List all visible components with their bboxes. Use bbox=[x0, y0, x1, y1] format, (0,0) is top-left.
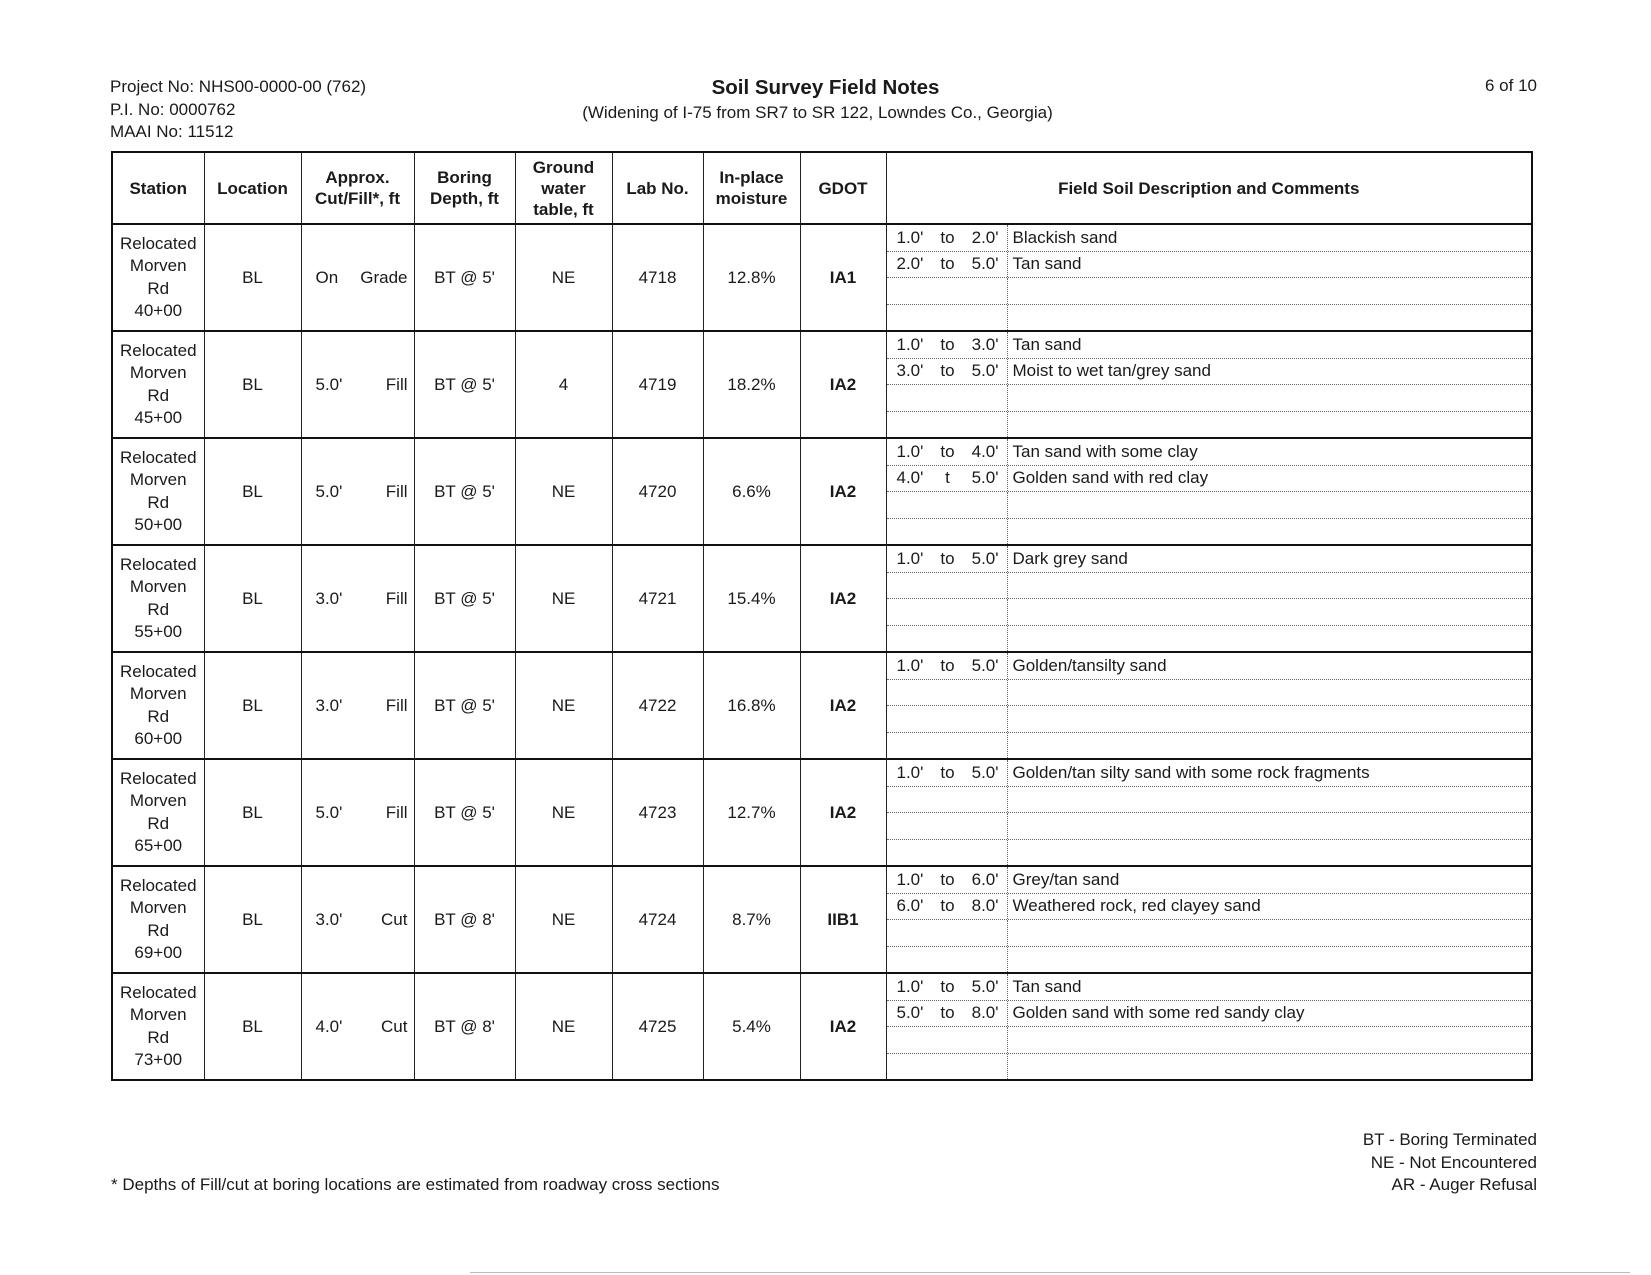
soil-layer bbox=[887, 359, 1532, 386]
depth-range bbox=[887, 787, 1008, 813]
boring-depth-cell: BT @ 5' bbox=[414, 759, 515, 866]
cutfill-cell bbox=[301, 973, 414, 1080]
soil-description: Golden/tansilty sand bbox=[1012, 655, 1167, 675]
cutfill-value: 5.0' bbox=[315, 481, 343, 501]
groundwater-cell: 4 bbox=[515, 331, 612, 438]
depth-to-word: to bbox=[940, 655, 955, 675]
depth-from: 2.0' bbox=[896, 254, 924, 274]
soil-description bbox=[1008, 1027, 1532, 1053]
soil-layer bbox=[887, 947, 1532, 973]
depth-to-word: to bbox=[940, 441, 955, 461]
cutfill-type: Cut bbox=[381, 1016, 408, 1036]
soil-layer bbox=[887, 1001, 1532, 1028]
gdot-class-cell: IA2 bbox=[800, 759, 886, 866]
gdot-class-cell: IA2 bbox=[800, 652, 886, 759]
cutfill-value: On bbox=[315, 267, 339, 287]
soil-description: Moist to wet tan/grey sand bbox=[1012, 361, 1211, 381]
table-row bbox=[112, 438, 1532, 545]
location-cell: BL bbox=[204, 866, 301, 973]
cutfill-type: Cut bbox=[381, 909, 408, 929]
soil-description bbox=[1008, 813, 1532, 839]
depth-range bbox=[887, 359, 1008, 385]
col-header-location: Location bbox=[204, 152, 301, 224]
soil-description: Weathered rock, red clayey sand bbox=[1012, 896, 1261, 916]
depth-to-word: to bbox=[940, 869, 955, 889]
moisture-cell: 15.4% bbox=[703, 545, 800, 652]
depth-to: 5.0' bbox=[971, 361, 999, 381]
table-row bbox=[112, 331, 1532, 438]
col-header-description: Field Soil Description and Comments bbox=[886, 152, 1532, 224]
depth-range bbox=[887, 546, 1008, 572]
depth-from: 1.0' bbox=[896, 869, 924, 889]
gdot-class-cell: IA2 bbox=[800, 973, 886, 1080]
soil-layer bbox=[887, 466, 1532, 493]
soil-layer bbox=[887, 813, 1532, 840]
depth-range bbox=[887, 680, 1008, 706]
depth-to: 5.0' bbox=[971, 254, 999, 274]
soil-description: Grey/tan sand bbox=[1012, 869, 1120, 889]
soil-description: Dark grey sand bbox=[1012, 548, 1128, 568]
soil-description bbox=[1008, 573, 1532, 599]
depth-to-word: to bbox=[940, 896, 955, 916]
cutfill-cell bbox=[301, 866, 414, 973]
soil-layer bbox=[887, 974, 1532, 1001]
depth-range bbox=[887, 920, 1008, 946]
soil-description bbox=[1008, 519, 1532, 545]
moisture-cell: 8.7% bbox=[703, 866, 800, 973]
depth-range bbox=[887, 974, 1008, 1000]
soil-description bbox=[1008, 412, 1532, 438]
soil-layer bbox=[887, 439, 1532, 466]
depth-from: 4.0' bbox=[896, 468, 924, 488]
cutfill-cell bbox=[301, 759, 414, 866]
gdot-class-cell: IA2 bbox=[800, 545, 886, 652]
legend-bt: BT - Boring Terminated bbox=[1362, 1130, 1537, 1149]
depth-from: 1.0' bbox=[896, 655, 924, 675]
depth-to-word: to bbox=[940, 976, 955, 996]
soil-layer bbox=[887, 1027, 1532, 1054]
scan-artifact-line bbox=[470, 1272, 1630, 1273]
depth-from: 6.0' bbox=[896, 896, 924, 916]
cutfill-value: 3.0' bbox=[315, 909, 343, 929]
depth-range bbox=[887, 385, 1008, 411]
moisture-cell: 18.2% bbox=[703, 331, 800, 438]
description-cell bbox=[886, 759, 1532, 866]
col-header-gdot: GDOT bbox=[800, 152, 886, 224]
depth-range bbox=[887, 599, 1008, 625]
soil-layer bbox=[887, 225, 1532, 252]
depth-to-word: to bbox=[940, 254, 955, 274]
gdot-class-cell: IIB1 bbox=[800, 866, 886, 973]
lab-no-cell: 4725 bbox=[612, 973, 703, 1080]
soil-description: Golden sand with red clay bbox=[1012, 468, 1209, 488]
depth-from: 1.0' bbox=[896, 334, 924, 354]
depth-range bbox=[887, 894, 1008, 920]
abbreviation-legend bbox=[1363, 1129, 1537, 1197]
moisture-cell: 16.8% bbox=[703, 652, 800, 759]
groundwater-cell: NE bbox=[515, 973, 612, 1080]
location-cell: BL bbox=[204, 224, 301, 331]
soil-description bbox=[1008, 787, 1532, 813]
depth-range bbox=[887, 225, 1008, 251]
station-cell: Relocated Morven Rd 69+00 bbox=[112, 866, 204, 973]
groundwater-cell: NE bbox=[515, 545, 612, 652]
depth-to-word: to bbox=[940, 548, 955, 568]
legend-ar: AR - Auger Refusal bbox=[1391, 1175, 1537, 1194]
soil-description bbox=[1008, 733, 1532, 759]
soil-layer bbox=[887, 787, 1532, 814]
footnote: * Depths of Fill/cut at boring locations are estimated from roadway cross sections bbox=[111, 1175, 720, 1194]
soil-description: Tan sand bbox=[1012, 976, 1082, 996]
soil-layer bbox=[887, 305, 1532, 331]
groundwater-cell: NE bbox=[515, 866, 612, 973]
description-cell bbox=[886, 652, 1532, 759]
boring-depth-cell: BT @ 5' bbox=[414, 331, 515, 438]
cutfill-type: Fill bbox=[385, 588, 408, 608]
groundwater-cell: NE bbox=[515, 652, 612, 759]
depth-from: 5.0' bbox=[896, 1003, 924, 1023]
col-header-lab-no: Lab No. bbox=[612, 152, 703, 224]
depth-to: 5.0' bbox=[971, 468, 999, 488]
depth-range bbox=[887, 278, 1008, 304]
lab-no-cell: 4724 bbox=[612, 866, 703, 973]
depth-to: 4.0' bbox=[971, 441, 999, 461]
soil-description bbox=[1008, 840, 1532, 866]
depth-range bbox=[887, 519, 1008, 545]
soil-description bbox=[1008, 680, 1532, 706]
col-header-moisture: In-place moisture bbox=[703, 152, 800, 224]
soil-description bbox=[1008, 385, 1532, 411]
soil-description bbox=[1008, 706, 1532, 732]
depth-range bbox=[887, 840, 1008, 866]
lab-no-cell: 4718 bbox=[612, 224, 703, 331]
soil-layer bbox=[887, 760, 1532, 787]
station-cell: Relocated Morven Rd 65+00 bbox=[112, 759, 204, 866]
soil-layer bbox=[887, 599, 1532, 626]
table-header-row bbox=[112, 152, 1532, 224]
soil-layer bbox=[887, 573, 1532, 600]
cutfill-cell bbox=[301, 545, 414, 652]
station-cell: Relocated Morven Rd 40+00 bbox=[112, 224, 204, 331]
boring-depth-cell: BT @ 5' bbox=[414, 652, 515, 759]
depth-range bbox=[887, 1054, 1008, 1080]
depth-range bbox=[887, 626, 1008, 652]
groundwater-cell: NE bbox=[515, 224, 612, 331]
soil-description bbox=[1008, 626, 1532, 652]
location-cell: BL bbox=[204, 438, 301, 545]
location-cell: BL bbox=[204, 331, 301, 438]
soil-layer bbox=[887, 412, 1532, 438]
moisture-cell: 12.7% bbox=[703, 759, 800, 866]
station-cell: Relocated Morven Rd 55+00 bbox=[112, 545, 204, 652]
depth-range bbox=[887, 760, 1008, 786]
depth-to: 5.0' bbox=[971, 762, 999, 782]
lab-no-cell: 4719 bbox=[612, 331, 703, 438]
soil-layer bbox=[887, 867, 1532, 894]
location-cell: BL bbox=[204, 652, 301, 759]
soil-description bbox=[1008, 947, 1532, 973]
depth-range bbox=[887, 492, 1008, 518]
soil-description bbox=[1008, 492, 1532, 518]
soil-survey-table bbox=[111, 151, 1533, 1081]
depth-from: 1.0' bbox=[896, 548, 924, 568]
description-cell bbox=[886, 438, 1532, 545]
groundwater-cell: NE bbox=[515, 759, 612, 866]
description-cell bbox=[886, 331, 1532, 438]
page-title: Soil Survey Field Notes bbox=[711, 76, 940, 99]
depth-range bbox=[887, 252, 1008, 278]
description-cell bbox=[886, 545, 1532, 652]
cutfill-value: 4.0' bbox=[315, 1016, 343, 1036]
boring-depth-cell: BT @ 8' bbox=[414, 973, 515, 1080]
cutfill-cell bbox=[301, 438, 414, 545]
table-row bbox=[112, 652, 1532, 759]
station-cell: Relocated Morven Rd 73+00 bbox=[112, 973, 204, 1080]
soil-description: Tan sand with some clay bbox=[1012, 441, 1198, 461]
boring-depth-cell: BT @ 5' bbox=[414, 438, 515, 545]
pi-number: P.I. No: 0000762 bbox=[110, 99, 236, 119]
depth-to: 6.0' bbox=[971, 869, 999, 889]
cutfill-cell bbox=[301, 224, 414, 331]
depth-range bbox=[887, 412, 1008, 438]
gdot-class-cell: IA1 bbox=[800, 224, 886, 331]
location-cell: BL bbox=[204, 973, 301, 1080]
cutfill-cell bbox=[301, 652, 414, 759]
station-cell: Relocated Morven Rd 45+00 bbox=[112, 331, 204, 438]
maai-number: MAAI No: 11512 bbox=[110, 122, 234, 141]
cutfill-type: Fill bbox=[385, 481, 408, 501]
soil-layer bbox=[887, 840, 1532, 866]
gdot-class-cell: IA2 bbox=[800, 438, 886, 545]
depth-range bbox=[887, 332, 1008, 358]
soil-description: Golden/tan silty sand with some rock fragments bbox=[1012, 762, 1370, 782]
page-subtitle: (Widening of I-75 from SR7 to SR 122, Lowndes Co., Georgia) bbox=[582, 103, 1053, 122]
soil-layer bbox=[887, 626, 1532, 652]
depth-range bbox=[887, 466, 1008, 492]
soil-description: Blackish sand bbox=[1012, 227, 1118, 247]
depth-to-word: to bbox=[940, 227, 955, 247]
cutfill-value: 5.0' bbox=[315, 802, 343, 822]
cutfill-value: 5.0' bbox=[315, 374, 343, 394]
soil-layer bbox=[887, 920, 1532, 947]
legend-ne: NE - Not Encountered bbox=[1370, 1152, 1537, 1172]
lab-no-cell: 4723 bbox=[612, 759, 703, 866]
depth-to: 5.0' bbox=[971, 655, 999, 675]
depth-range bbox=[887, 947, 1008, 973]
moisture-cell: 5.4% bbox=[703, 973, 800, 1080]
depth-to: 2.0' bbox=[971, 227, 999, 247]
page-number: 6 of 10 bbox=[1485, 76, 1537, 95]
soil-layer bbox=[887, 894, 1532, 921]
soil-description bbox=[1008, 305, 1532, 331]
depth-range bbox=[887, 573, 1008, 599]
depth-to: 5.0' bbox=[971, 548, 999, 568]
depth-range bbox=[887, 813, 1008, 839]
description-cell bbox=[886, 866, 1532, 973]
depth-from: 3.0' bbox=[896, 361, 924, 381]
location-cell: BL bbox=[204, 759, 301, 866]
groundwater-cell: NE bbox=[515, 438, 612, 545]
col-header-station: Station bbox=[112, 152, 204, 224]
soil-layer bbox=[887, 733, 1532, 759]
table-row bbox=[112, 866, 1532, 973]
table-row bbox=[112, 759, 1532, 866]
cutfill-cell bbox=[301, 331, 414, 438]
boring-depth-cell: BT @ 5' bbox=[414, 545, 515, 652]
boring-depth-cell: BT @ 8' bbox=[414, 866, 515, 973]
depth-to-word: to bbox=[940, 334, 955, 354]
soil-description bbox=[1008, 1054, 1532, 1080]
lab-no-cell: 4720 bbox=[612, 438, 703, 545]
col-header-cutfill: Approx. Cut/Fill*, ft bbox=[301, 152, 414, 224]
gdot-class-cell: IA2 bbox=[800, 331, 886, 438]
description-cell bbox=[886, 224, 1532, 331]
cutfill-type: Fill bbox=[385, 695, 408, 715]
cutfill-type: Grade bbox=[360, 267, 408, 287]
depth-range bbox=[887, 653, 1008, 679]
cutfill-value: 3.0' bbox=[315, 588, 343, 608]
soil-description bbox=[1008, 920, 1532, 946]
cutfill-type: Fill bbox=[385, 802, 408, 822]
station-cell: Relocated Morven Rd 50+00 bbox=[112, 438, 204, 545]
depth-from: 1.0' bbox=[896, 441, 924, 461]
depth-from: 1.0' bbox=[896, 227, 924, 247]
boring-depth-cell: BT @ 5' bbox=[414, 224, 515, 331]
soil-layer bbox=[887, 492, 1532, 519]
depth-to: 5.0' bbox=[971, 976, 999, 996]
soil-layer bbox=[887, 332, 1532, 359]
soil-layer bbox=[887, 706, 1532, 733]
depth-range bbox=[887, 1001, 1008, 1027]
description-cell bbox=[886, 973, 1532, 1080]
depth-range bbox=[887, 733, 1008, 759]
depth-from: 1.0' bbox=[896, 762, 924, 782]
depth-range bbox=[887, 305, 1008, 331]
depth-to-word: to bbox=[940, 1003, 955, 1023]
soil-description: Golden sand with some red sandy clay bbox=[1012, 1003, 1305, 1023]
depth-to: 3.0' bbox=[971, 334, 999, 354]
depth-range bbox=[887, 706, 1008, 732]
lab-no-cell: 4721 bbox=[612, 545, 703, 652]
soil-layer bbox=[887, 252, 1532, 279]
table-row bbox=[112, 224, 1532, 331]
soil-layer bbox=[887, 519, 1532, 545]
soil-layer bbox=[887, 680, 1532, 707]
moisture-cell: 12.8% bbox=[703, 224, 800, 331]
soil-layer bbox=[887, 278, 1532, 305]
soil-layer bbox=[887, 385, 1532, 412]
depth-to-word: to bbox=[940, 361, 955, 381]
soil-description: Tan sand bbox=[1012, 334, 1082, 354]
depth-range bbox=[887, 867, 1008, 893]
soil-layer bbox=[887, 653, 1532, 680]
soil-description: Tan sand bbox=[1012, 254, 1082, 274]
project-number: Project No: NHS00-0000-00 (762) bbox=[110, 77, 367, 96]
soil-layer bbox=[887, 546, 1532, 573]
table-row bbox=[112, 545, 1532, 652]
cutfill-value: 3.0' bbox=[315, 695, 343, 715]
depth-to-word: t bbox=[945, 468, 950, 488]
depth-range bbox=[887, 439, 1008, 465]
col-header-boring-depth: Boring Depth, ft bbox=[414, 152, 515, 224]
depth-range bbox=[887, 1027, 1008, 1053]
depth-to: 8.0' bbox=[971, 1003, 999, 1023]
depth-from: 1.0' bbox=[896, 976, 924, 996]
location-cell: BL bbox=[204, 545, 301, 652]
depth-to-word: to bbox=[940, 762, 955, 782]
lab-no-cell: 4722 bbox=[612, 652, 703, 759]
soil-description bbox=[1008, 599, 1532, 625]
cutfill-type: Fill bbox=[385, 374, 408, 394]
depth-to: 8.0' bbox=[971, 896, 999, 916]
soil-description bbox=[1008, 278, 1532, 304]
col-header-groundwater: Ground water table, ft bbox=[515, 152, 612, 224]
soil-layer bbox=[887, 1054, 1532, 1080]
table-row bbox=[112, 973, 1532, 1080]
moisture-cell: 6.6% bbox=[703, 438, 800, 545]
station-cell: Relocated Morven Rd 60+00 bbox=[112, 652, 204, 759]
